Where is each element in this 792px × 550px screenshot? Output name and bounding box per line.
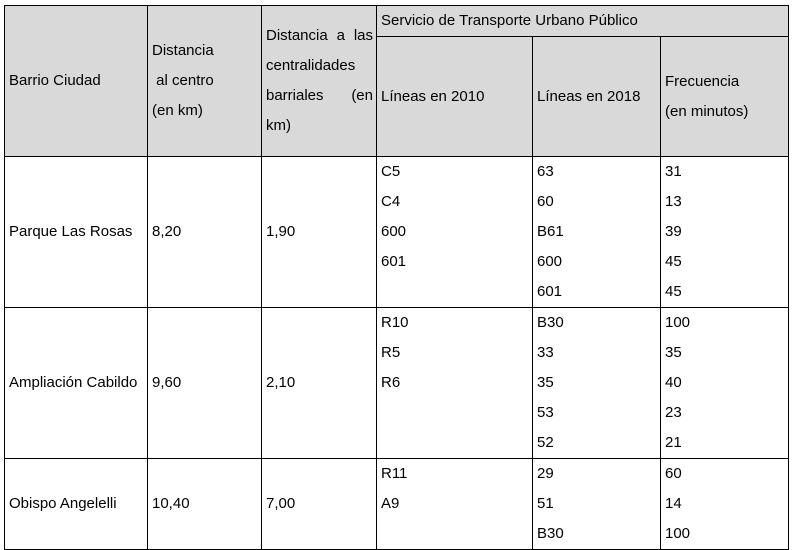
header-servicio: Servicio de Transporte Urbano Público (377, 6, 789, 37)
cell-value: 60 (537, 193, 554, 210)
cell-value: 45 (665, 283, 682, 300)
cell-value: 601 (381, 253, 407, 270)
cell-lineas-2018 (533, 308, 661, 459)
cell-dist-centro: 10,40 (148, 459, 262, 550)
cell-value: 45 (665, 253, 682, 270)
cell-lineas-2018 (533, 459, 661, 550)
cell-lineas-2010 (377, 157, 533, 308)
cell-value: 60 (665, 465, 682, 482)
cell-value: C5 (381, 163, 401, 180)
header-dist-centro (148, 6, 262, 157)
cell-value: 53 (537, 404, 554, 421)
cell-lineas-2018 (533, 157, 661, 308)
cell-frecuencia (661, 308, 789, 459)
cell-frecuencia (661, 157, 789, 308)
cell-dist-centralidades: 1,90 (262, 157, 377, 308)
cell-value: 601 (537, 283, 563, 300)
cell-value: 63 (537, 163, 554, 180)
transport-table (4, 5, 789, 550)
cell-lineas-2010 (377, 308, 533, 459)
cell-value: 29 (537, 465, 554, 482)
table-row (5, 308, 789, 459)
table-row (5, 157, 789, 308)
cell-dist-centralidades: 7,00 (262, 459, 377, 550)
cell-value: 51 (537, 495, 554, 512)
cell-barrio: Parque Las Rosas (5, 157, 148, 308)
cell-value: 600 (381, 223, 407, 240)
cell-value: R10 (381, 314, 409, 331)
cell-dist-centro: 9,60 (148, 308, 262, 459)
cell-value: B30 (537, 314, 564, 331)
cell-value: 14 (665, 495, 682, 512)
cell-value: 35 (665, 344, 682, 361)
cell-value: R6 (381, 374, 401, 391)
cell-value: 39 (665, 223, 682, 240)
header-text: Frecuencia (665, 72, 740, 90)
cell-value: 100 (665, 525, 691, 542)
cell-barrio: Obispo Angelelli (5, 459, 148, 550)
header-lineas-2018: Líneas en 2018 (533, 37, 661, 157)
cell-dist-centralidades: 2,10 (262, 308, 377, 459)
header-text: Distancia (152, 42, 214, 59)
cell-value: R11 (381, 465, 408, 482)
cell-lineas-2010 (377, 459, 533, 550)
header-dist-centralidades: Distancia a las centralidades barriales (en km) (262, 6, 377, 157)
cell-value: C4 (381, 193, 401, 210)
cell-value: 13 (665, 193, 682, 210)
cell-value: R5 (381, 344, 401, 361)
cell-value: 23 (665, 404, 682, 421)
cell-value: 35 (537, 374, 554, 391)
cell-value: 31 (665, 163, 682, 180)
header-barrio: Barrio Ciudad (5, 6, 148, 157)
header-text: (en minutos) (665, 102, 749, 120)
cell-value: 600 (537, 253, 563, 270)
cell-value: A9 (381, 495, 400, 512)
header-lineas-2010: Líneas en 2010 (377, 37, 533, 157)
header-text: al centro (152, 72, 214, 89)
cell-value: B61 (537, 223, 564, 240)
cell-frecuencia (661, 459, 789, 550)
cell-value: 40 (665, 374, 682, 391)
cell-dist-centro: 8,20 (148, 157, 262, 308)
cell-value: 33 (537, 344, 554, 361)
cell-value: 100 (665, 314, 691, 331)
header-frecuencia (661, 37, 789, 157)
cell-value: 52 (537, 434, 554, 451)
cell-barrio: Ampliación Cabildo (5, 308, 148, 459)
header-text: (en km) (152, 102, 203, 119)
cell-value: 21 (665, 434, 682, 451)
table-row (5, 459, 789, 550)
cell-value: B30 (537, 525, 564, 542)
